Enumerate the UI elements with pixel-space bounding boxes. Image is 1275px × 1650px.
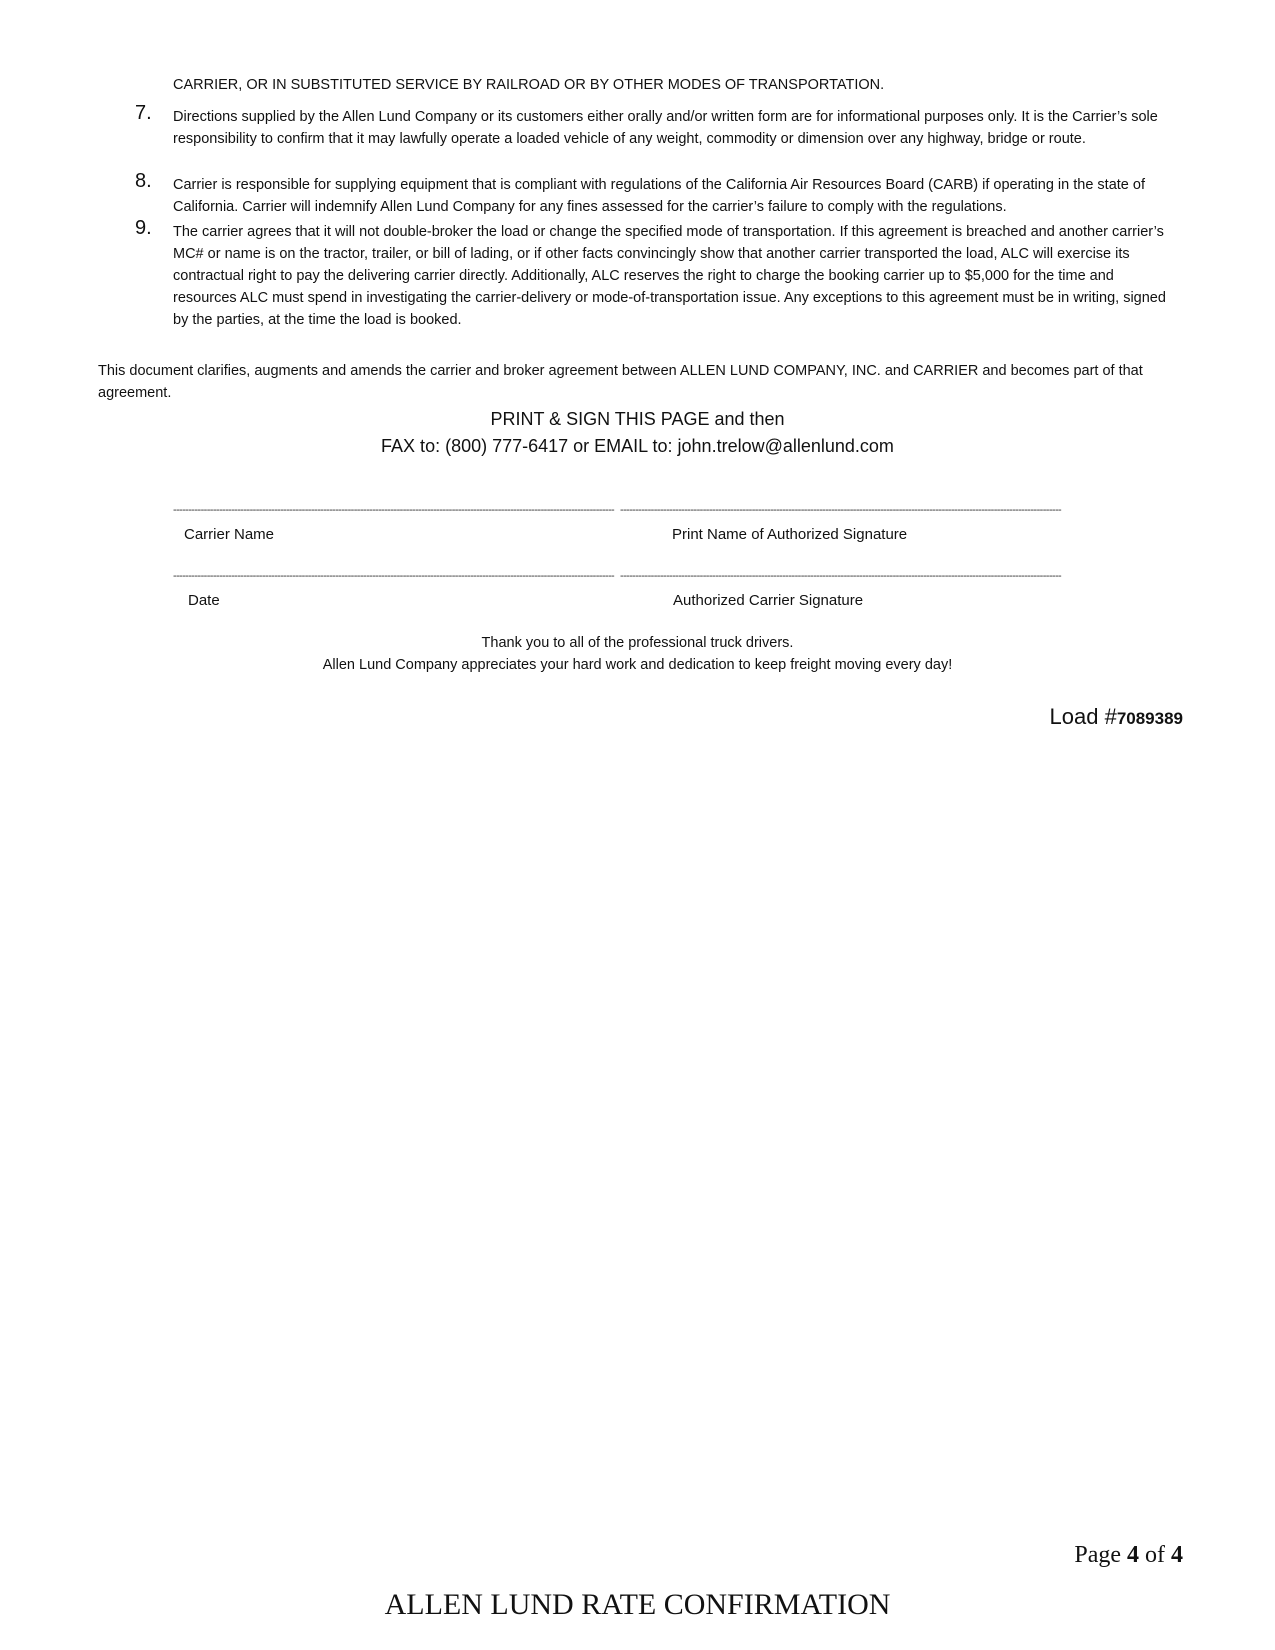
carrier-name-label: Carrier Name — [184, 526, 275, 543]
date-line: ------------------------------------------------------------------------------------------------------------------------------------------------ — [173, 570, 615, 582]
instructions-line-2: FAX to: (800) 777-6417 or EMAIL to: john.trelow@allenlund.com — [381, 436, 894, 456]
date-label: Date — [188, 592, 220, 609]
signature-line: ------------------------------------------------------------------------------------------------------------------------------------------------ — [620, 570, 1062, 582]
page-of: of — [1139, 1542, 1171, 1568]
signature-label: Authorized Carrier Signature — [673, 592, 864, 609]
print-name-line: ------------------------------------------------------------------------------------------------------------------------------------------------ — [620, 504, 1062, 516]
page-prefix: Page — [1074, 1542, 1127, 1568]
page-current: 4 — [1127, 1542, 1139, 1568]
document-footer-title: ALLEN LUND RATE CONFIRMATION — [384, 1588, 891, 1621]
page-indicator — [1074, 1542, 1183, 1569]
amendment-paragraph: This document clarifies, augments and amends the carrier and broker agreement between ALLEN LUND COMPANY, INC. and CARRIER and becomes part of that agreement. — [98, 363, 1143, 401]
instructions-line-1: PRINT & SIGN THIS PAGE and then — [490, 409, 785, 429]
thanks-line-2: Allen Lund Company appreciates your hard work and dedication to keep freight moving every day! — [322, 657, 953, 673]
page-total: 4 — [1171, 1542, 1183, 1568]
item-number: 9. — [135, 217, 152, 239]
item-text: Carrier is responsible for supplying equipment that is compliant with regulations of the California Air Resources Board (CARB) if operating in the state of California. Carrier will indemnify Allen Lund Company for any fines assessed for the carrier’s failure to comply with the regulations. — [173, 177, 1145, 215]
thanks-line-1: Thank you to all of the professional truck drivers. — [481, 635, 794, 651]
load-number — [1050, 704, 1183, 730]
item-number: 7. — [135, 102, 152, 124]
item-text: The carrier agrees that it will not double-broker the load or change the specified mode of transportation. If this agreement is breached and another carrier’s MC# or name is on the tractor, trailer, or bill of lading, or if other facts convincingly show that another carrier transported the load, ALC will exercise its contractual right to pay the delivering carrier directly. Additionally, ALC reserves the right to charge the booking carrier up to $5,000 for the time and resources ALC must spend in investigating the carrier-delivery or mode-of-transportation issue. Any exceptions to this agreement must be in writing, signed by the parties, at the time the load is booked. — [173, 224, 1166, 328]
print-name-label: Print Name of Authorized Signature — [672, 526, 908, 543]
thank-you-note — [0, 632, 1275, 676]
continuation-text: CARRIER, OR IN SUBSTITUTED SERVICE BY RAILROAD OR BY OTHER MODES OF TRANSPORTATION. — [173, 77, 885, 93]
carrier-name-line: ------------------------------------------------------------------------------------------------------------------------------------------------ — [173, 504, 615, 516]
item-text: Directions supplied by the Allen Lund Company or its customers either orally and/or written form are for informational purposes only. It is the Carrier’s sole responsibility to confirm that it may lawfully operate a loaded vehicle of any weight, commodity or dimension over any highway, bridge or route. — [173, 109, 1158, 147]
print-sign-instructions — [0, 406, 1275, 460]
load-value: 7089389 — [1116, 709, 1183, 728]
item-number: 8. — [135, 170, 152, 192]
load-label: Load # — [1049, 704, 1117, 729]
